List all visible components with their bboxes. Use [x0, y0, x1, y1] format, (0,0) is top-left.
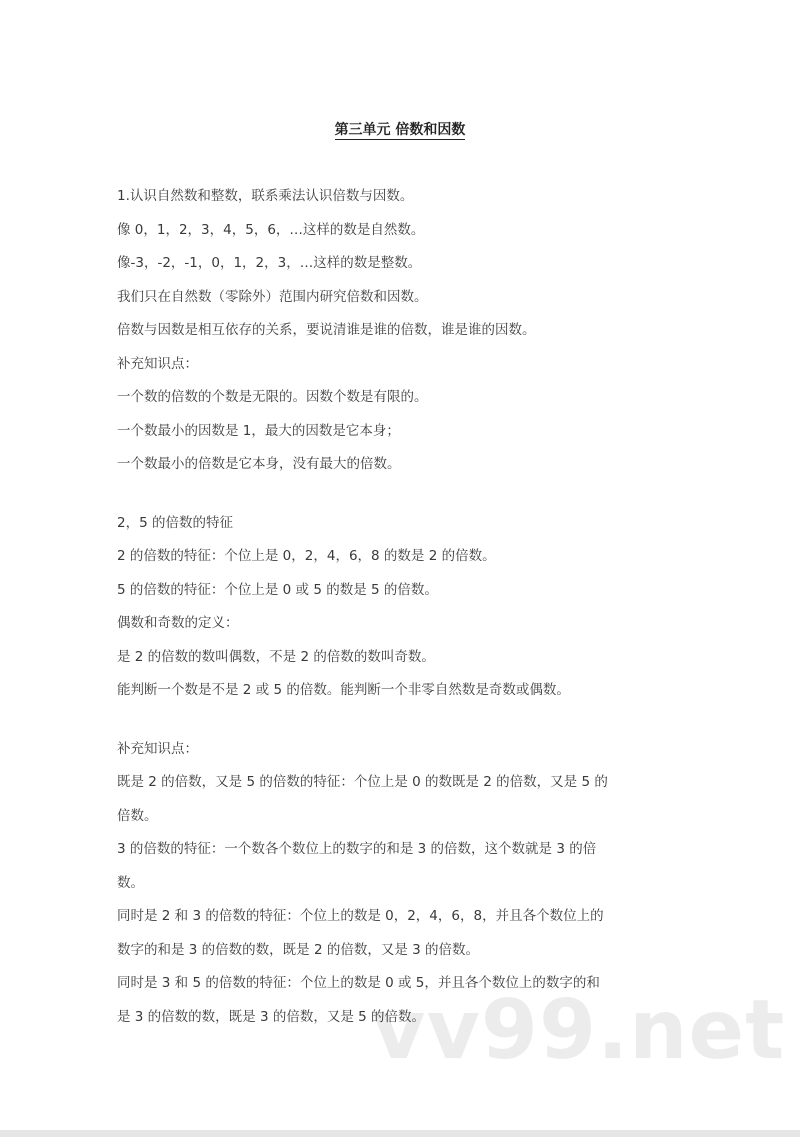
- page-title-text: 第三单元 倍数和因数: [334, 122, 466, 138]
- paragraph-line: 补充知识点：: [117, 355, 198, 372]
- paragraph-line: 数。: [117, 874, 144, 891]
- paragraph-line: 既是 2 的倍数，又是 5 的倍数的特征：个位上是 0 的数既是 2 的倍数，又是 5 的: [117, 774, 608, 790]
- paragraph-line: 偶数和奇数的定义：: [117, 615, 239, 631]
- section-gap: [117, 482, 687, 507]
- paragraph-line: 一个数最小的因数是 1，最大的因数是它本身；: [117, 422, 400, 439]
- paragraph-line: 我们只在自然数（零除外）范围内研究倍数和因数。: [117, 288, 428, 305]
- watermark: vv99.net: [372, 983, 786, 1078]
- paragraph-line: 是 2 的倍数的数叫偶数，不是 2 的倍数的数叫奇数。: [117, 648, 435, 665]
- paragraph-line: 3 的倍数的特征：一个数各个数位上的数字的和是 3 的倍数，这个数就是 3 的倍: [117, 841, 597, 857]
- paragraph-line: 像 0，1，2，3，4，5，6，…这样的数是自然数。: [117, 221, 425, 238]
- page-bottom-edge: [0, 1130, 800, 1137]
- paragraph-line: 能判断一个数是不是 2 或 5 的倍数。能判断一个非零自然数是奇数或偶数。: [117, 682, 570, 698]
- paragraph-line: 倍数与因数是相互依存的关系，要说清谁是谁的倍数，谁是谁的因数。: [117, 322, 536, 338]
- paragraph-line: 像-3，-2，-1，0，1，2，3，…这样的数是整数。: [117, 255, 422, 271]
- section-gap: [117, 708, 687, 733]
- paragraph-line: 2 的倍数的特征：个位上是 0，2，4，6，8 的数是 2 的倍数。: [117, 548, 496, 564]
- section-heading: 补充知识点：: [117, 740, 198, 757]
- paragraph-line: 数字的和是 3 的倍数的数，既是 2 的倍数，又是 3 的倍数。: [117, 941, 480, 958]
- paragraph-line: 1.认识自然数和整数，联系乘法认识倍数与因数。: [117, 188, 414, 204]
- page-title: [0, 119, 800, 139]
- section-heading: 2，5 的倍数的特征: [117, 514, 233, 531]
- paragraph-line: 一个数最小的倍数是它本身，没有最大的倍数。: [117, 456, 401, 472]
- paragraph-line: 同时是 3 和 5 的倍数的特征：个位上的数是 0 或 5，并且各个数位上的数字的和: [117, 975, 600, 991]
- paragraph-line: 倍数。: [117, 807, 158, 824]
- paragraph-line: 一个数的倍数的个数是无限的。因数个数是有限的。: [117, 389, 428, 405]
- document-body: [117, 180, 687, 1034]
- paragraph-line: 同时是 2 和 3 的倍数的特征：个位上的数是 0，2，4，6，8，并且各个数位上的: [117, 908, 604, 924]
- paragraph-line: 5 的倍数的特征：个位上是 0 或 5 的数是 5 的倍数。: [117, 581, 438, 598]
- paragraph-line: 是 3 的倍数的数，既是 3 的倍数，又是 5 的倍数。: [117, 1008, 426, 1025]
